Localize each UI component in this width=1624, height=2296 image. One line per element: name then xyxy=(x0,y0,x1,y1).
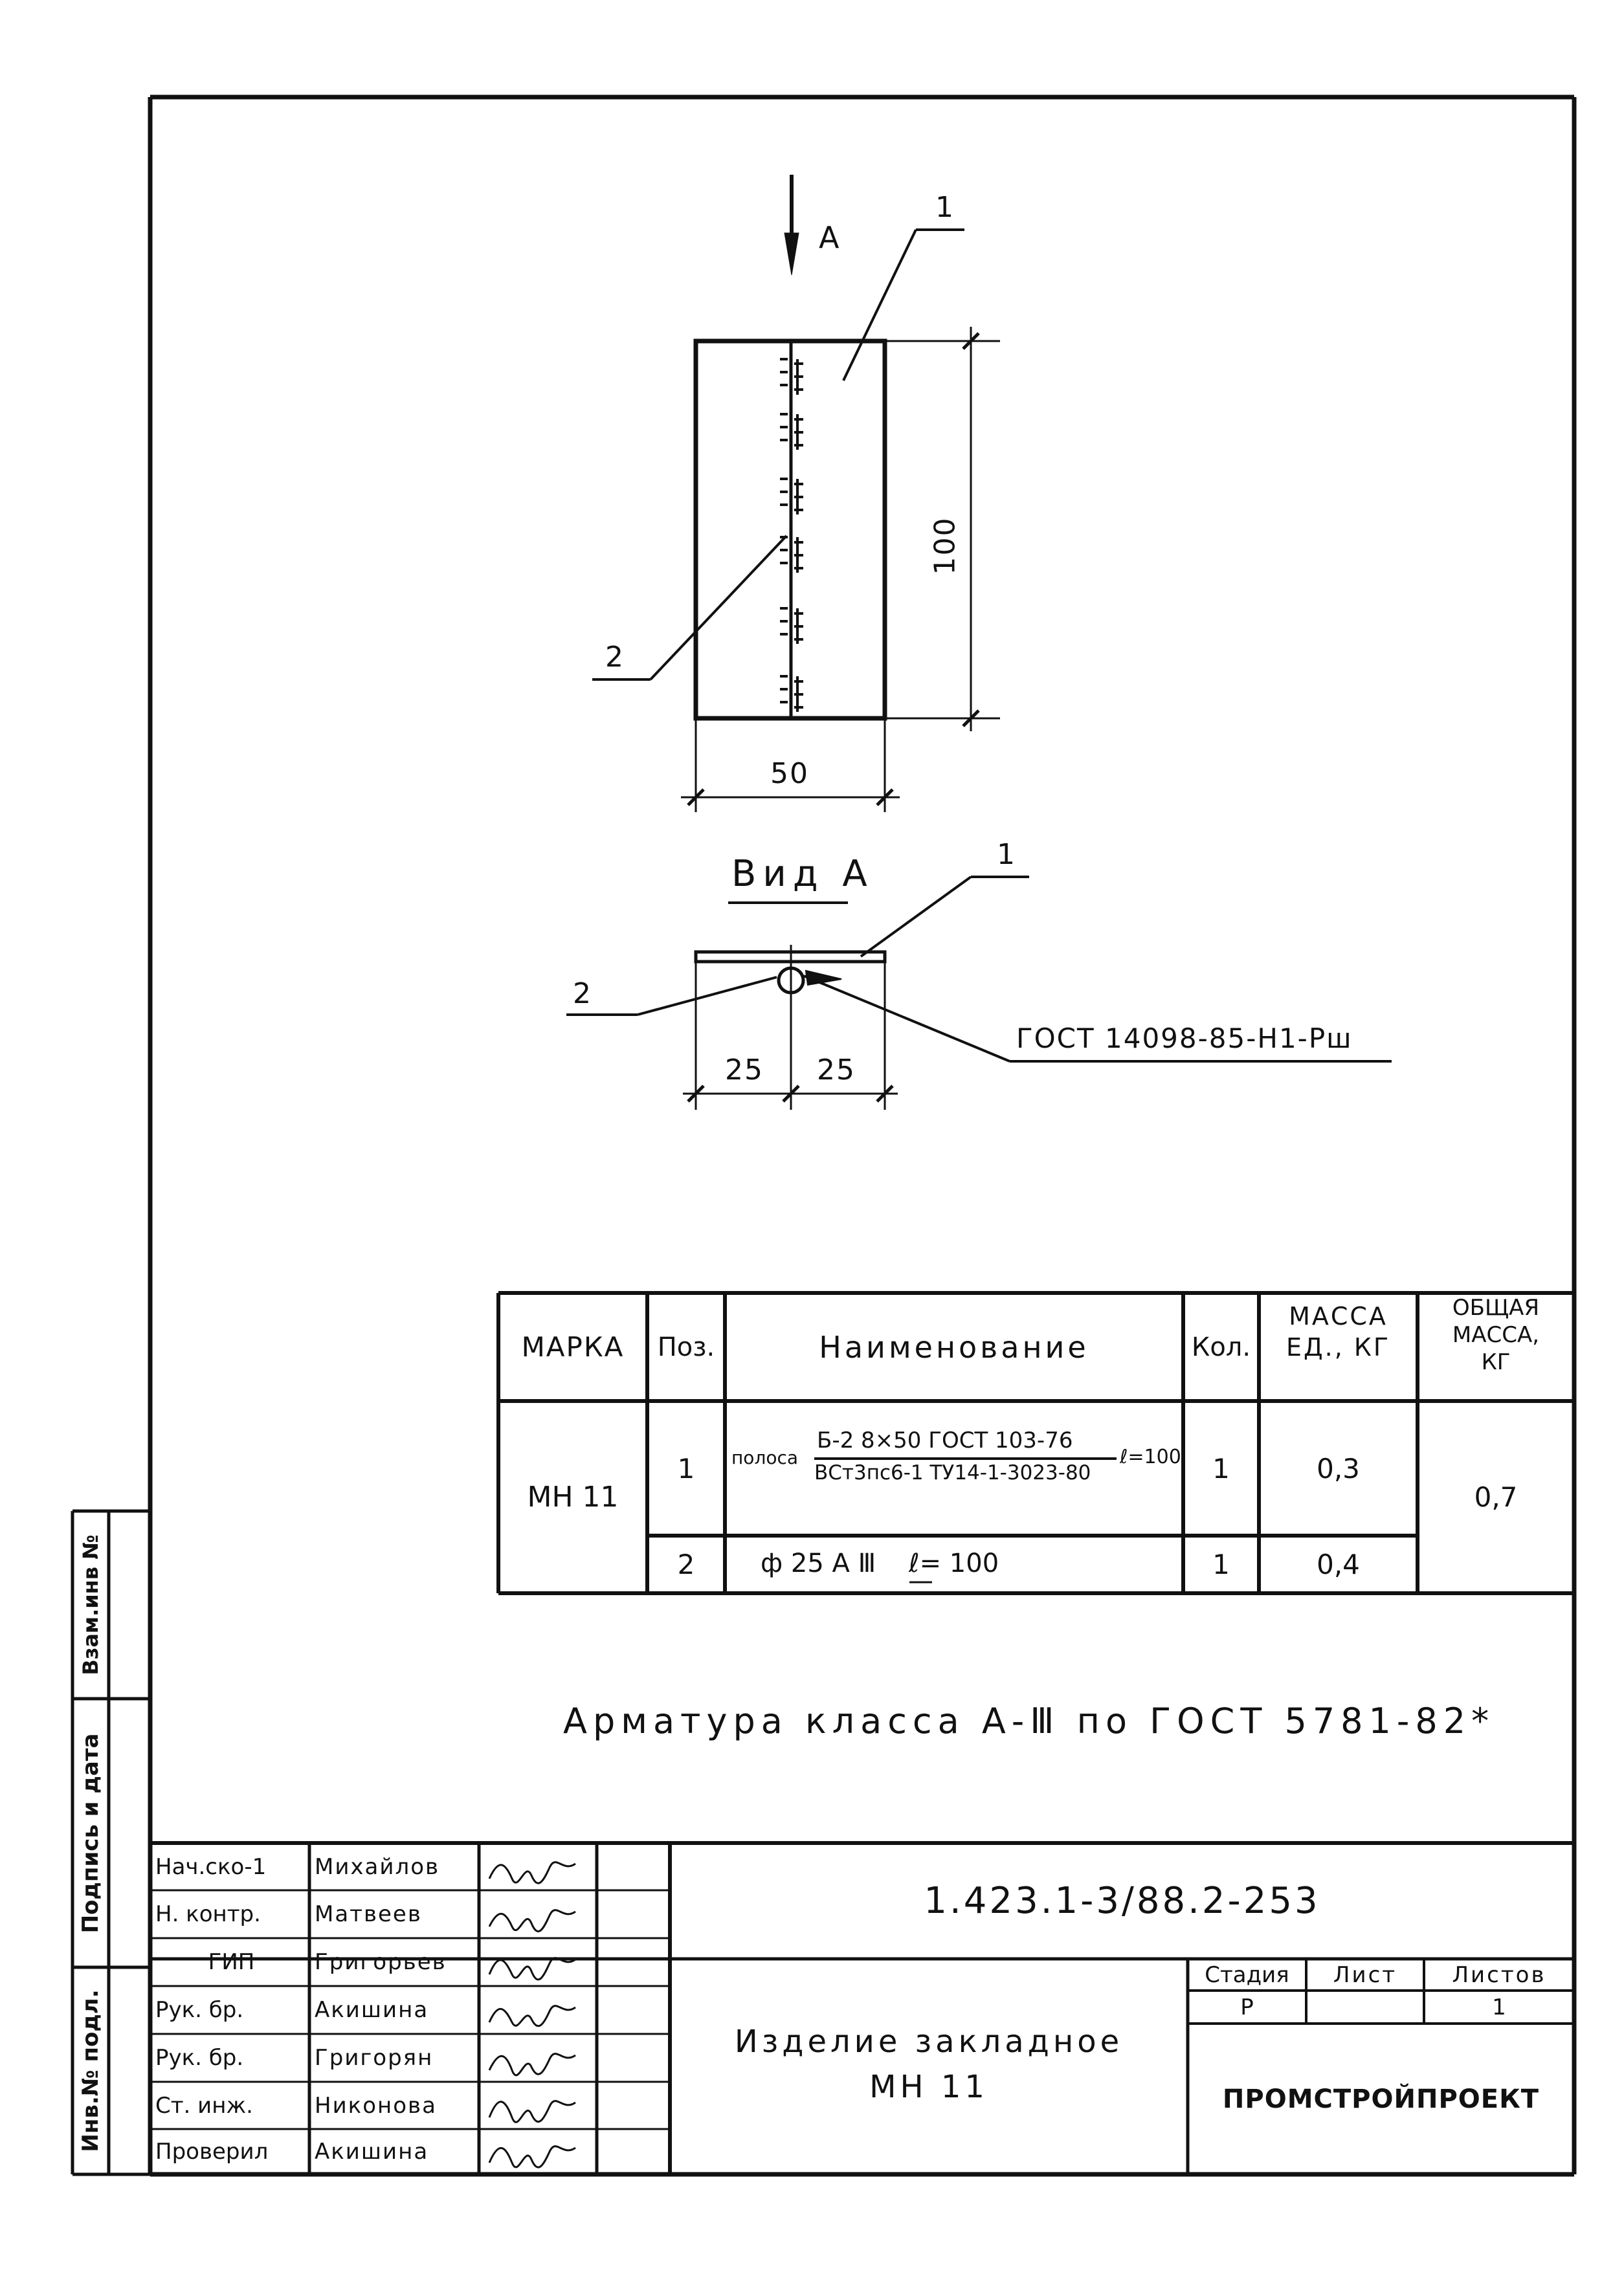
product-name-line2: МН 11 xyxy=(869,2069,988,2105)
signature-role: Нач.ско-1 xyxy=(155,1853,267,1880)
header-mass-unit xyxy=(1259,1301,1418,1363)
signature-name: Григорьев xyxy=(315,1949,447,1975)
handwritten-signature xyxy=(484,2082,594,2129)
document-code: 1.423.1-3/88.2-253 xyxy=(924,1880,1320,1922)
handwritten-signature xyxy=(484,2034,594,2082)
plate-plan-view xyxy=(592,175,1000,812)
signature-role: Н. контр. xyxy=(155,1901,261,1927)
callout-1: 1 xyxy=(935,191,955,224)
row1-name-suffix: ℓ=100 xyxy=(1120,1446,1181,1468)
view-callout-1: 1 xyxy=(997,838,1016,871)
row1-qty: 1 xyxy=(1212,1452,1230,1485)
view-arrow-label: А xyxy=(819,220,841,255)
signature-name: Никонова xyxy=(315,2092,437,2119)
header-mass-total-line2: МАССА, xyxy=(1452,1322,1540,1348)
view-arrow-head xyxy=(784,233,799,275)
row1-mass: 0,3 xyxy=(1317,1452,1360,1485)
row2-pos: 2 xyxy=(677,1549,695,1580)
sheet-value xyxy=(1306,1991,1424,2024)
reinforcement-note: Арматура класса А-Ⅲ по ГОСТ 5781-82* xyxy=(563,1701,1495,1741)
handwritten-signature xyxy=(484,2129,594,2174)
header-mass-total-line1: ОБЩАЯ xyxy=(1452,1295,1540,1321)
dim-width-label: 50 xyxy=(770,757,809,790)
header-pos: Поз. xyxy=(657,1332,715,1362)
signature-name: Михайлов xyxy=(315,1853,440,1880)
view-a xyxy=(566,877,1392,1110)
signature-role: Рук. бр. xyxy=(155,1997,244,2023)
view-leader-2 xyxy=(638,977,777,1015)
signature-name: Акишина xyxy=(315,2139,429,2165)
row2-qty: 1 xyxy=(1212,1549,1230,1580)
row1-name-prefix: полоса xyxy=(731,1447,799,1468)
dim-half-right-label: 25 xyxy=(817,1054,856,1087)
product-name-line1: Изделие закладное xyxy=(734,2024,1124,2060)
header-mass-total xyxy=(1418,1294,1574,1376)
weld-note: ГОСТ 14098-85-Н1-Рш xyxy=(1016,1022,1353,1054)
company-name: ПРОМСТРОЙПРОЕКТ xyxy=(1222,2084,1540,2114)
stage-label: Стадия xyxy=(1205,1961,1289,1988)
view-leader-1 xyxy=(861,877,971,956)
row1-name-bottom: ВСт3пс6-1 ТУ14-1-3023-80 xyxy=(814,1461,1091,1485)
sheets-label: Листов xyxy=(1452,1961,1546,1988)
row1-name-top: Б-2 8×50 ГОСТ 103-76 xyxy=(817,1428,1073,1453)
product-name xyxy=(670,2019,1188,2110)
side-label-podpis-text: Подпись и дата xyxy=(78,1733,104,1933)
header-name: Наименование xyxy=(819,1329,1089,1365)
leader-2 xyxy=(651,536,786,679)
stage-value: Р xyxy=(1240,1994,1254,2020)
header-qty: Кол. xyxy=(1191,1332,1251,1362)
dim-height-label: 100 xyxy=(928,516,962,575)
leader-1 xyxy=(843,230,916,381)
signature-role: Проверил xyxy=(155,2139,269,2165)
signature-role: ГИП xyxy=(208,1949,255,1975)
handwritten-signature xyxy=(484,1843,594,1890)
handwritten-signature xyxy=(484,1986,594,2034)
view-title: Вид А xyxy=(731,853,874,895)
side-label-podpis xyxy=(72,1699,109,1967)
view-callout-2: 2 xyxy=(573,977,592,1010)
side-label-vzam xyxy=(72,1511,109,1699)
mark-cell: МН 11 xyxy=(527,1481,619,1514)
header-mass-total-line3: КГ xyxy=(1481,1349,1511,1375)
handwritten-signature xyxy=(484,1938,594,1986)
side-label-inv-podl-text: Инв.№ подл. xyxy=(78,1989,104,2152)
header-mass-unit-line1: МАССА xyxy=(1289,1302,1388,1330)
row1-pos: 1 xyxy=(677,1452,695,1485)
total-mass-cell: 0,7 xyxy=(1474,1481,1518,1513)
header-mass-unit-line2: ЕД., КГ xyxy=(1285,1333,1391,1362)
handwritten-signature xyxy=(484,1890,594,1938)
signature-name: Григорян xyxy=(315,2045,434,2071)
weld-leader xyxy=(804,976,1010,1061)
signature-role: Ст. инж. xyxy=(155,2092,253,2119)
row2-name: ф 25 А Ⅲ ℓ= 100 xyxy=(761,1549,999,1578)
signature-name: Матвеев xyxy=(315,1901,422,1927)
sheets-value: 1 xyxy=(1492,1994,1506,2020)
row2-mass: 0,4 xyxy=(1317,1549,1360,1580)
side-label-vzam-text: Взам.инв № xyxy=(78,1534,103,1675)
sheet-label: Лист xyxy=(1333,1961,1397,1988)
side-label-inv-podl xyxy=(72,1967,109,2174)
callout-2: 2 xyxy=(605,641,625,674)
header-mark: МАРКА xyxy=(521,1331,625,1363)
signature-role: Рук. бр. xyxy=(155,2045,244,2071)
weld-symbol xyxy=(806,971,841,985)
signature-name: Акишина xyxy=(315,1997,429,2023)
dim-half-left-label: 25 xyxy=(725,1054,764,1087)
